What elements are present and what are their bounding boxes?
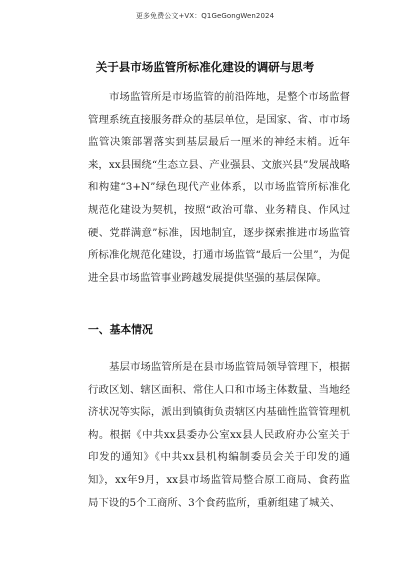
body-paragraph-1: 市场监管所是市场监管的前沿阵地，是整个市场监督管理系统直接服务群众的基层单位，是国家、省、市市场监管决策部署落实到基层最后一厘米的神经末梢。近年来，xx县围绕“生态立县、产业强县、文旅兴县”发展战略和构建“3+N”绿色现代产业体系，以市场监管所标准化规范化建设为契机，按照“政治可靠、业务精良、作风过硬、党群满意”标准，因地制宜，逐步探索推进市场监管所标准化规范化建设，打通市场监管“最后一公里”，为促进全县市场监管事业跨越发展提供坚强的基层保障。 [88,91,350,284]
body-paragraph-2: 基层市场监管所是在县市场监管局领导管理下，根据行政区划、辖区面积、常住人口和市场主体数量、当地经济状况等实际，派出到镇街负责辖区内基础性监管管理机构。根据《中共xx县委办公室xx县人民政府办公室关于印发的通知》《中共xx县机构编制委员会关于印发的通知》，xx年9月，xx县市场监管局整合原工商局、食药监局下设的5个工商所、3个食药监所，重新组建了城关、 [88,361,350,509]
header-note: 更多免费公文+VX：Q1GeGongWen2024 [135,12,275,20]
section-heading-basic-situation: 一、基本情况 [88,323,153,336]
document-title: 关于县市场监管所标准化建设的调研与思考 [95,60,315,74]
